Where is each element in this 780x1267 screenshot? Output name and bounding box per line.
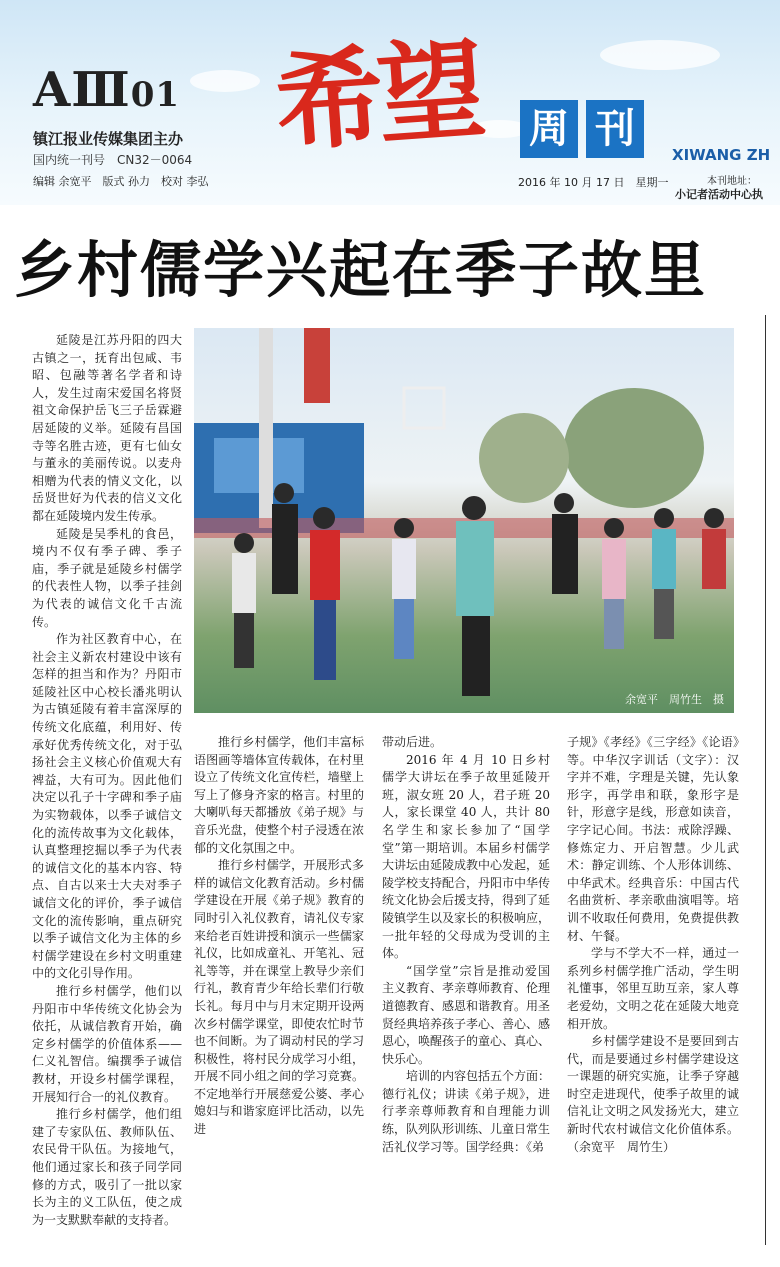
weekly-badge <box>520 100 644 158</box>
column-rule <box>765 315 766 1245</box>
article-column-3 <box>382 734 550 1156</box>
paragraph: 2016 年 4 月 10 日乡村儒学大讲坛在季子故里延陵开班，淑女班 20 人，君子班 20 人，家长课堂 40 人，共计 80 名学生和家长参加了“国学堂”第一期培训。本届乡村儒学大讲坛由延陵成教中心发起，延陵学校支持配合，丹阳市中华传统文化协会后援支持，得到了延陵镇学生以及家长的积极响应，一批年轻的父母成为受训的主体。 <box>382 752 551 961</box>
address-dept: 小记者活动中心执 <box>675 188 763 201</box>
paragraph: 推行乡村儒学，他们组建了专家队伍、教师队伍、农民骨干队伍。为接地气，他们通过家长和孩子同学同修的方式，吸引了一批以家长为主的义工队伍，使之成为一支默默奉献的支持者。 <box>32 1107 182 1227</box>
paragraph: 推行乡村儒学，他们以丹阳市中华传统文化协会为依托，从诚信教育开始，确定乡村儒学的价值体系——仁义礼智信。编撰季子诚信教材，开设乡村儒学课程，开展知行合一的礼仪教育。 <box>32 983 182 1104</box>
issue-date: 2016 年 10 月 17 日 星期一 <box>518 176 669 189</box>
article-column-4 <box>567 734 739 1156</box>
brand-logo: 希望 <box>271 27 484 167</box>
edition-number: AⅢ01 <box>33 62 181 118</box>
headline: 乡村儒学兴起在季子故里 <box>14 235 708 306</box>
paragraph: 延陵是吴季札的食邑，境内不仅有季子碑、季子庙，季子就是延陵乡村儒学的代表性人物，以季子挂剑为代表的诚信文化千古流传。 <box>32 526 182 629</box>
paragraph: 乡村儒学建设不是要回到古代，而是要通过乡村儒学建设这一课题的研究实施，让季子穿越时空走进现代，使季子故里的诚信礼让文明之风发扬光大，建立新时代农村诚信文化价值体系。（余宽平 周竹生） <box>567 1034 739 1154</box>
paragraph: 子规》《孝经》《三字经》《论语》等。中华汉字训话（文字）：汉字并不难，字理是关键，先认象形字，再学串和联，象形字是针，形意字是线，形意如读音，字字记心间。书法：戒除浮躁、修炼定力、开启智慧。少儿武术：静定训练、个人形体训练、中华武术。经典音乐：中国古代名曲赏析、孝亲歌曲演唱等。培训不收取任何费用，免费提供教材、午餐。 <box>567 735 739 943</box>
issn: 国内统一刊号 CN32－0064 <box>33 153 193 167</box>
photo-credit: 余宽平 周竹生 摄 <box>625 693 724 706</box>
paragraph: 培训的内容包括五个方面：德行礼仪；讲读《弟子规》，进行孝亲尊师教育和自理能力训练，队列队形训练、儿童日常生活礼仪学习等。国学经典：《弟 <box>382 1069 551 1154</box>
article-photo <box>194 328 734 713</box>
paragraph: 学与不学大不一样，通过一系列乡村儒学推广活动，学生明礼懂事，邻里互助互亲，家人尊老爱幼，文明之花在延陵大地竞相开放。 <box>567 946 739 1031</box>
paragraph: 推行乡村儒学，开展形式多样的诚信文化教育活动。乡村儒学建设在开展《弟子规》教育的同时引入礼仪教育，请礼仪专家来给老百姓讲授和演示一些儒家礼仪，比如成童礼、开笔礼、冠礼等等，并在课堂上教导少亲们行礼，教育青少年给长辈们行敬长礼。每月中与月末定期开设两次乡村儒学课堂，即使农忙时节也不间断。为了调动村民的学习积极性，将村民分成学习小组，开展不同小组之间的学习竞赛。不定地举行开展慈爱公婆、孝心媳妇与和谐家庭评比活动，以先进 <box>194 858 364 1137</box>
paragraph: “国学堂”宗旨是推动爱国主义教育、孝亲尊师教育、伦理道德教育、感恩和谐教育。用圣贤经典培养孩子孝心、善心、感恩心，唤醒孩子的童心、真心、快乐心。 <box>382 963 551 1066</box>
weekly-char-2: 刊 <box>586 100 644 158</box>
article-column-1 <box>32 332 182 1229</box>
paragraph: 带动后进。 <box>382 735 443 749</box>
paragraph: 作为社区教育中心，在社会主义新农村建设中该有怎样的担当和作为？丹阳市延陵社区中心校长潘兆明认为古镇延陵有着丰富深厚的传统文化底蕴，利用好、传承好优秀传统文化，对于弘扬社会主义核心价值观大有裨益，大有可为。因此他们决定以孔子十字碑和季子庙为实物载体，以季子诚信文化的流传故事为文化载体，认真整理挖掘以季子为代表的诚信文化的基本内容、特点、自古以来士大夫对季子诚信文化的评价，季子诚信文化的流传影响，重点研究以季子诚信文化为主体的乡村儒学建设在乡村文明重建中的文化引导作用。 <box>32 632 182 981</box>
paragraph: 延陵是江苏丹阳的四大古镇之一，抚育出包咸、韦昭、包融等著名学者和诗人，发生过南宋爱国名将贤祖文命保护岳飞三子岳霖避居延陵的义举。延陵有昌国寺等名胜古迹，更有七仙女与董永的美丽传说。以麦舟相赠为代表的情义文化，以岳贤世好为代表的信义文化都在延陵境内发生传承。 <box>32 333 182 523</box>
article-column-2 <box>194 734 364 1139</box>
editors-credit: 编辑 余宽平 版式 孙力 校对 李弘 <box>33 175 209 188</box>
masthead <box>0 0 780 205</box>
organizer: 镇江报业传媒集团主办 <box>33 130 184 148</box>
weekly-char-1: 周 <box>520 100 578 158</box>
brand-pinyin: XIWANG ZH <box>672 146 771 164</box>
paragraph: 推行乡村儒学，他们丰富标语图画等墙体宣传载体，在村里设立了传统文化宣传栏，墙壁上写上了修身齐家的格言。村里的大喇叭每天都播放《弟子规》与音乐光盘，使整个村子浸透在浓郁的文化氛围之中。 <box>194 735 364 855</box>
schoolyard-ceremony-photo <box>194 328 734 713</box>
address-label: 本刊地址： <box>707 176 757 187</box>
